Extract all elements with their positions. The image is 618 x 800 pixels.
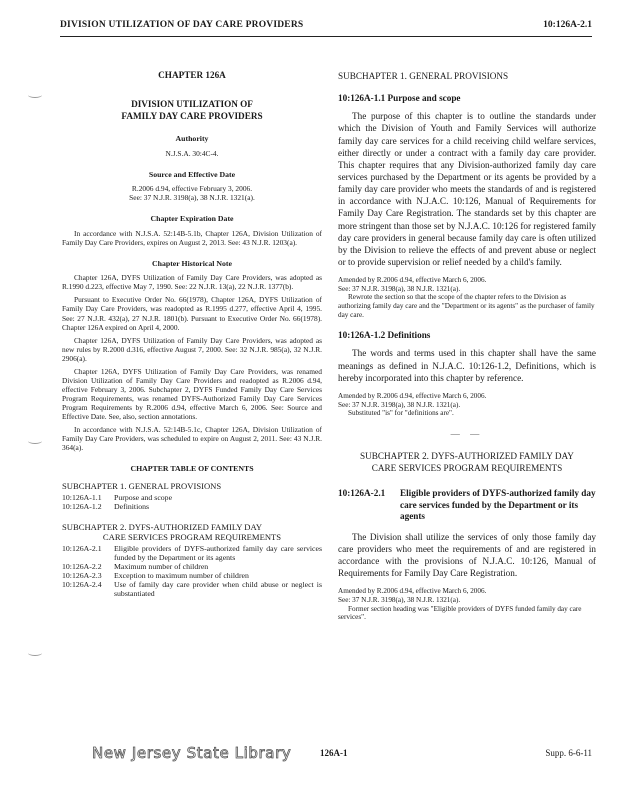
toc-number: 10:126A-2.4 [62,579,102,589]
history-paragraph: Chapter 126A, DYFS Utilization of Family Day Care Providers, was adopted as new rules by R.2000 d.316, effective August 7, 2000. See: 32 N.J.R. 985(a), 32 N.J.R. 2906(a). [62,335,322,363]
amendment-annotation: Substituted "is" for "definitions are". [348,409,454,418]
header-section: 10:126A-2.1 [543,20,592,30]
authority-text: N.J.S.A. 30:4C-4. [165,148,219,158]
history-paragraph: Pursuant to Executive Order No. 66(1978), Chapter 126A, DYFS Utilization of Family Day Care Providers, was readopted as R.1995 d.277, effective April 4, 1995. See: 27 N.J.R. 432(a), 27 N.J.R. 1801(b). Pursuant to Executive Order No. 66(1978). Chapter 126A expired on April 4, 2000. [62,295,322,332]
toc-subchapter-2-line: SUBCHAPTER 2. DYFS-AUTHORIZED FAMILY DAY [62,521,263,532]
amendment-note [338,276,596,319]
section-divider: — — [450,428,484,439]
toc-number: 10:126A-2.3 [62,570,102,580]
section-heading: 10:126A-1.1 Purpose and scope [338,93,461,104]
toc-text: Definitions [114,501,150,511]
source-heading: Source and Effective Date [148,169,236,179]
history-paragraph: Chapter 126A, DYFS Utilization of Family Day Care Providers, was renamed Division Utilization of Family Day Care Providers and readopted as R.2006 d.94, effective February 3, 2006. Subchapter 2, DYFS Funded Family Day Care Services Program Requirements, was renamed DYFS-Authorized Family Day Care Services Program Requirements by R.2006 d.94, effective March 6, 2006. See: Source and Effective Date. See, also, section annotations. [62,366,322,421]
toc-row[interactable] [62,503,322,512]
amendment-line: See: 37 N.J.R. 3198(a), 38 N.J.R. 1321(a). [338,595,461,604]
chapter-title-line: DIVISION UTILIZATION OF [131,99,253,110]
section-heading [338,488,596,523]
toc-number: 10:126A-1.2 [62,501,102,511]
amendment-annotation: Former section heading was "Eligible providers of DYFS funded family day care services". [338,604,582,622]
toc-text: Purpose and scope [114,492,173,502]
left-column [62,70,322,599]
history-paragraph: Chapter 126A, DYFS Utilization of Family Day Care Providers, was adopted as R.1990 d.223, effective May 7, 1990. See: 22 N.J.R. 13(a), 22 N.J.R. 1377(b). [62,273,322,292]
amendment-line: See: 37 N.J.R. 3198(a), 38 N.J.R. 1321(a). [338,400,461,409]
amendment-annotation: Rewrote the section so that the scope of the chapter refers to the Division as authorizing family day care and the "Department or its agents" as the purchaser of family day care. [338,293,595,319]
header-title: DIVISION UTILIZATION OF DAY CARE PROVIDERS [60,20,304,30]
toc-text: Use of family day care provider when child abuse or neglect is substantiated [114,579,322,598]
expiration-text: In accordance with N.J.S.A. 52:14B-5.1b, Chapter 126A, Division Utilization of Family Day Care Providers, expires on August 2, 2013. See: 43 N.J.R. 1203(a). [62,228,322,247]
margin-mark [28,650,42,656]
subchapter-2-heading [338,450,596,474]
toc-text: Exception to maximum number of children [114,570,249,580]
toc-subchapter-1: SUBCHAPTER 1. GENERAL PROVISIONS [62,481,222,492]
amendment-line: Amended by R.2006 d.94, effective March 6, 2006. [338,276,487,285]
toc-row[interactable] [62,545,322,563]
section-heading: 10:126A-1.2 Definitions [338,330,431,341]
subchapter-2-line: CARE SERVICES PROGRAM REQUIREMENTS [371,463,563,474]
history-heading: Chapter Historical Note [152,258,232,268]
amendment-note [338,392,596,418]
margin-mark [28,92,42,98]
running-header [60,20,592,37]
section-body: The purpose of this chapter is to outline the standards under which the Division of Youth and Family Services will authorize family day care services for a child receiving child welfare services, either directly or under a contract with a family day care provider. This chapter requires that any Division-authorized family day care services purchased by the Department or its agents be provided by a family day care provider who meets the standards of and is registered in accordance with N.J.A.C. 10:126, Manual of Requirements for Family Day Care Registration. The standards set by this chapter are more stringent than those set by N.J.A.C. 10:126 for registered family day care providers in general because family day care is often utilized by the Division to relieve the effects of and prevent abuse or neglect or to provide supervision or relief needed by a child's family. [338,111,596,267]
source-line: R.2006 d.94, effective February 3, 2006. [131,184,253,194]
toc-subchapter-2-line: CARE SERVICES PROGRAM REQUIREMENTS [102,532,282,543]
chapter-title [62,99,322,122]
history-notes [62,273,322,452]
amendment-note [338,587,596,622]
expiration-heading: Chapter Expiration Date [150,214,234,224]
subchapter-2-line: SUBCHAPTER 2. DYFS-AUTHORIZED FAMILY DAY [360,450,574,461]
amendment-line: Amended by R.2006 d.94, effective March 6, 2006. [338,587,487,596]
chapter-number: CHAPTER 126A [158,70,226,80]
subchapter-1-heading: SUBCHAPTER 1. GENERAL PROVISIONS [338,71,509,81]
toc-number: 10:126A-2.2 [62,561,102,571]
library-watermark: New Jersey State Library [92,744,292,762]
page-footer [60,744,592,768]
amendment-line: Amended by R.2006 d.94, effective March 6, 2006. [338,391,487,400]
section-body: The Division shall utilize the services of only those family day care providers who meet the requirements of and are registered in accordance with the provisions of N.J.A.C. 10:126, Manual of Requirements for Family Day Care Registration. [338,531,596,579]
right-column [338,70,596,632]
amendment-line: See: 37 N.J.R. 3198(a), 38 N.J.R. 1321(a). [338,284,461,293]
margin-mark [28,438,42,444]
toc-text: Eligible providers of DYFS-authorized family day care services funded by the Department or its agents [114,543,322,562]
toc-title: CHAPTER TABLE OF CONTENTS [130,463,254,473]
section-title: Eligible providers of DYFS-authorized family day care services funded by the Department or its agents [400,488,596,522]
history-paragraph: In accordance with N.J.S.A. 52:14B-5.1c, Chapter 126A, Division Utilization of Family Day Care Providers, was scheduled to expire on August 2, 2011. See: 43 N.J.R. 364(a). [62,424,322,452]
chapter-title-line: FAMILY DAY CARE PROVIDERS [121,110,263,121]
toc-subchapter-2 [62,522,322,543]
toc-row[interactable] [62,581,322,599]
toc-number: 10:126A-2.1 [62,543,102,553]
section-body: The words and terms used in this chapter shall have the same meanings as defined in N.J.A.C. 10:126-1.2, Definitions, which is hereby incorporated into this chapter by reference. [338,348,596,383]
toc-text: Maximum number of children [114,561,209,571]
section-number: 10:126A-2.1 [338,488,386,499]
source-line: See: 37 N.J.R. 3198(a), 38 N.J.R. 1321(a). [129,193,255,203]
page-number: 126A-1 [320,748,348,758]
toc-number: 10:126A-1.1 [62,492,102,502]
authority-heading: Authority [175,134,209,144]
supplement-date: Supp. 6-6-11 [545,748,592,758]
